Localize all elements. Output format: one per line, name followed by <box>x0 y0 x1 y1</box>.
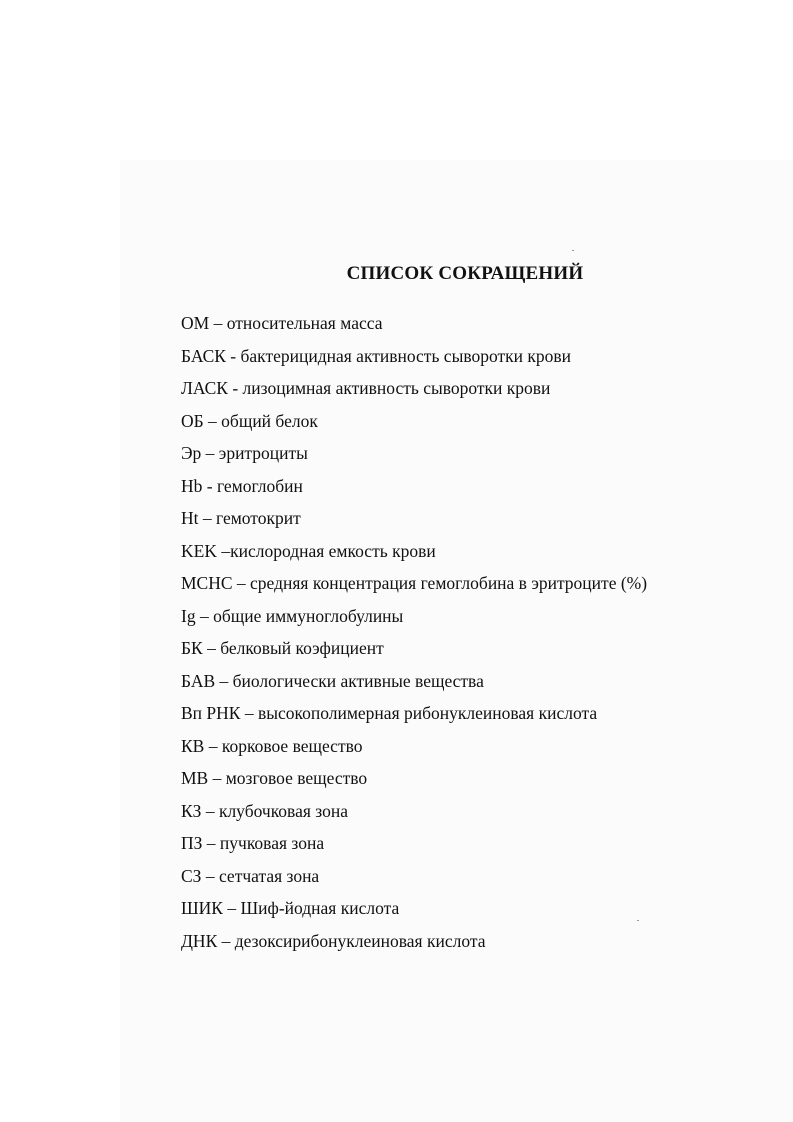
abbreviation-item: ПЗ – пучковая зона <box>181 833 325 853</box>
abbreviation-item: Ig – общие иммуноглобулины <box>181 605 404 626</box>
abbreviation-item: ЛАСК - лизоцимная активность сыворотки крови <box>181 378 551 398</box>
abbreviation-item: ОБ – общий белок <box>181 410 318 431</box>
abbreviation-item: ДНК – дезоксирибонуклеиновая кислота <box>181 930 486 951</box>
abbreviation-item: ОМ – относительная масса <box>181 313 383 333</box>
abbreviation-item: Эр – эритроциты <box>181 443 308 463</box>
abbreviation-item: Вп РНК – высокополимерная рибонуклеиновая кислота <box>181 703 598 723</box>
abbreviation-item: БК – белковый коэфициент <box>181 638 384 658</box>
abbreviation-list <box>181 310 741 960</box>
abbreviation-item: ШИК – Шиф-йодная кислота <box>181 898 400 918</box>
abbreviation-item: КЗ – клубочковая зона <box>181 800 348 821</box>
abbreviation-item: БАВ – биологически активные вещества <box>181 670 484 691</box>
abbreviation-item: Ht – гемотокрит <box>181 508 301 528</box>
abbreviation-item: КВ – корковое вещество <box>181 735 363 756</box>
scan-speck <box>572 250 574 251</box>
abbreviation-item: Hb - гемоглобин <box>181 475 303 496</box>
abbreviation-item: БАСК - бактерицидная активность сыворотки крови <box>181 345 572 366</box>
scan-speck <box>637 920 639 921</box>
abbreviation-item: МВ – мозговое вещество <box>181 768 368 788</box>
abbreviation-item: KEK –кислородная емкость крови <box>181 540 436 561</box>
page-title: СПИСОК СОКРАЩЕНИЙ <box>346 263 584 284</box>
abbreviation-item: СЗ – сетчатая зона <box>181 865 320 886</box>
abbreviation-item: MCHC – средняя концентрация гемоглобина в эритроците (%) <box>181 573 648 593</box>
